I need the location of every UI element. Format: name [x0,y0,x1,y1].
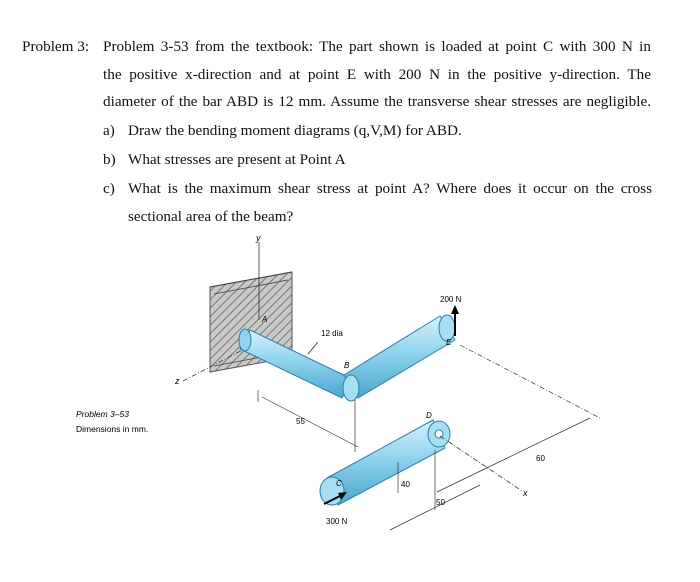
dimension-55: 55 [296,417,305,426]
question-c-text: What is the maximum shear stress at point A? Where does it occur on the cross [128,180,652,197]
question-c-text-2: sectional area of the beam? [128,208,294,225]
point-b-label: B [344,361,350,370]
point-c-label: C [336,479,342,488]
dia-leader [308,342,318,354]
point-a-label: A [262,315,268,324]
x-axis-label: x [523,488,528,498]
question-b-text: What stresses are present at Point A [128,151,346,168]
figure-caption-title: Problem 3–53 [76,409,129,419]
z-axis-label: z [175,376,180,386]
y-axis-label: y [256,233,261,243]
dimension-40: 40 [401,480,410,489]
arm-bd [343,315,455,401]
question-a-text: Draw the bending moment diagrams (q,V,M) for ABD. [128,122,462,139]
arm-dc [320,420,450,505]
point-e-label: E [446,338,452,347]
figure-caption-sub: Dimensions in mm. [76,424,149,434]
problem-line-2: the positive x-direction and at point E with 200 N in the positive y-direction. The [103,66,651,83]
force-c-label: 300 N [326,517,348,526]
x-axis [440,436,522,491]
dimension-60: 60 [536,454,545,463]
problem-figure [0,222,700,582]
diameter-label: 12 dia [321,329,343,338]
question-b-marker: b) [103,151,116,168]
dimension-50: 50 [436,498,445,507]
problem-line-3: diameter of the bar ABD is 12 mm. Assume the transverse shear stresses are negligible. [103,93,651,110]
question-a-marker: a) [103,122,115,139]
problem-line-1: Problem 3-53 from the textbook: The part shown is loaded at point C with 300 N in [103,38,651,55]
force-e-label: 200 N [440,295,462,304]
point-d-label: D [426,411,432,420]
problem-label: Problem 3: [22,38,90,55]
question-c-marker: c) [103,180,115,197]
